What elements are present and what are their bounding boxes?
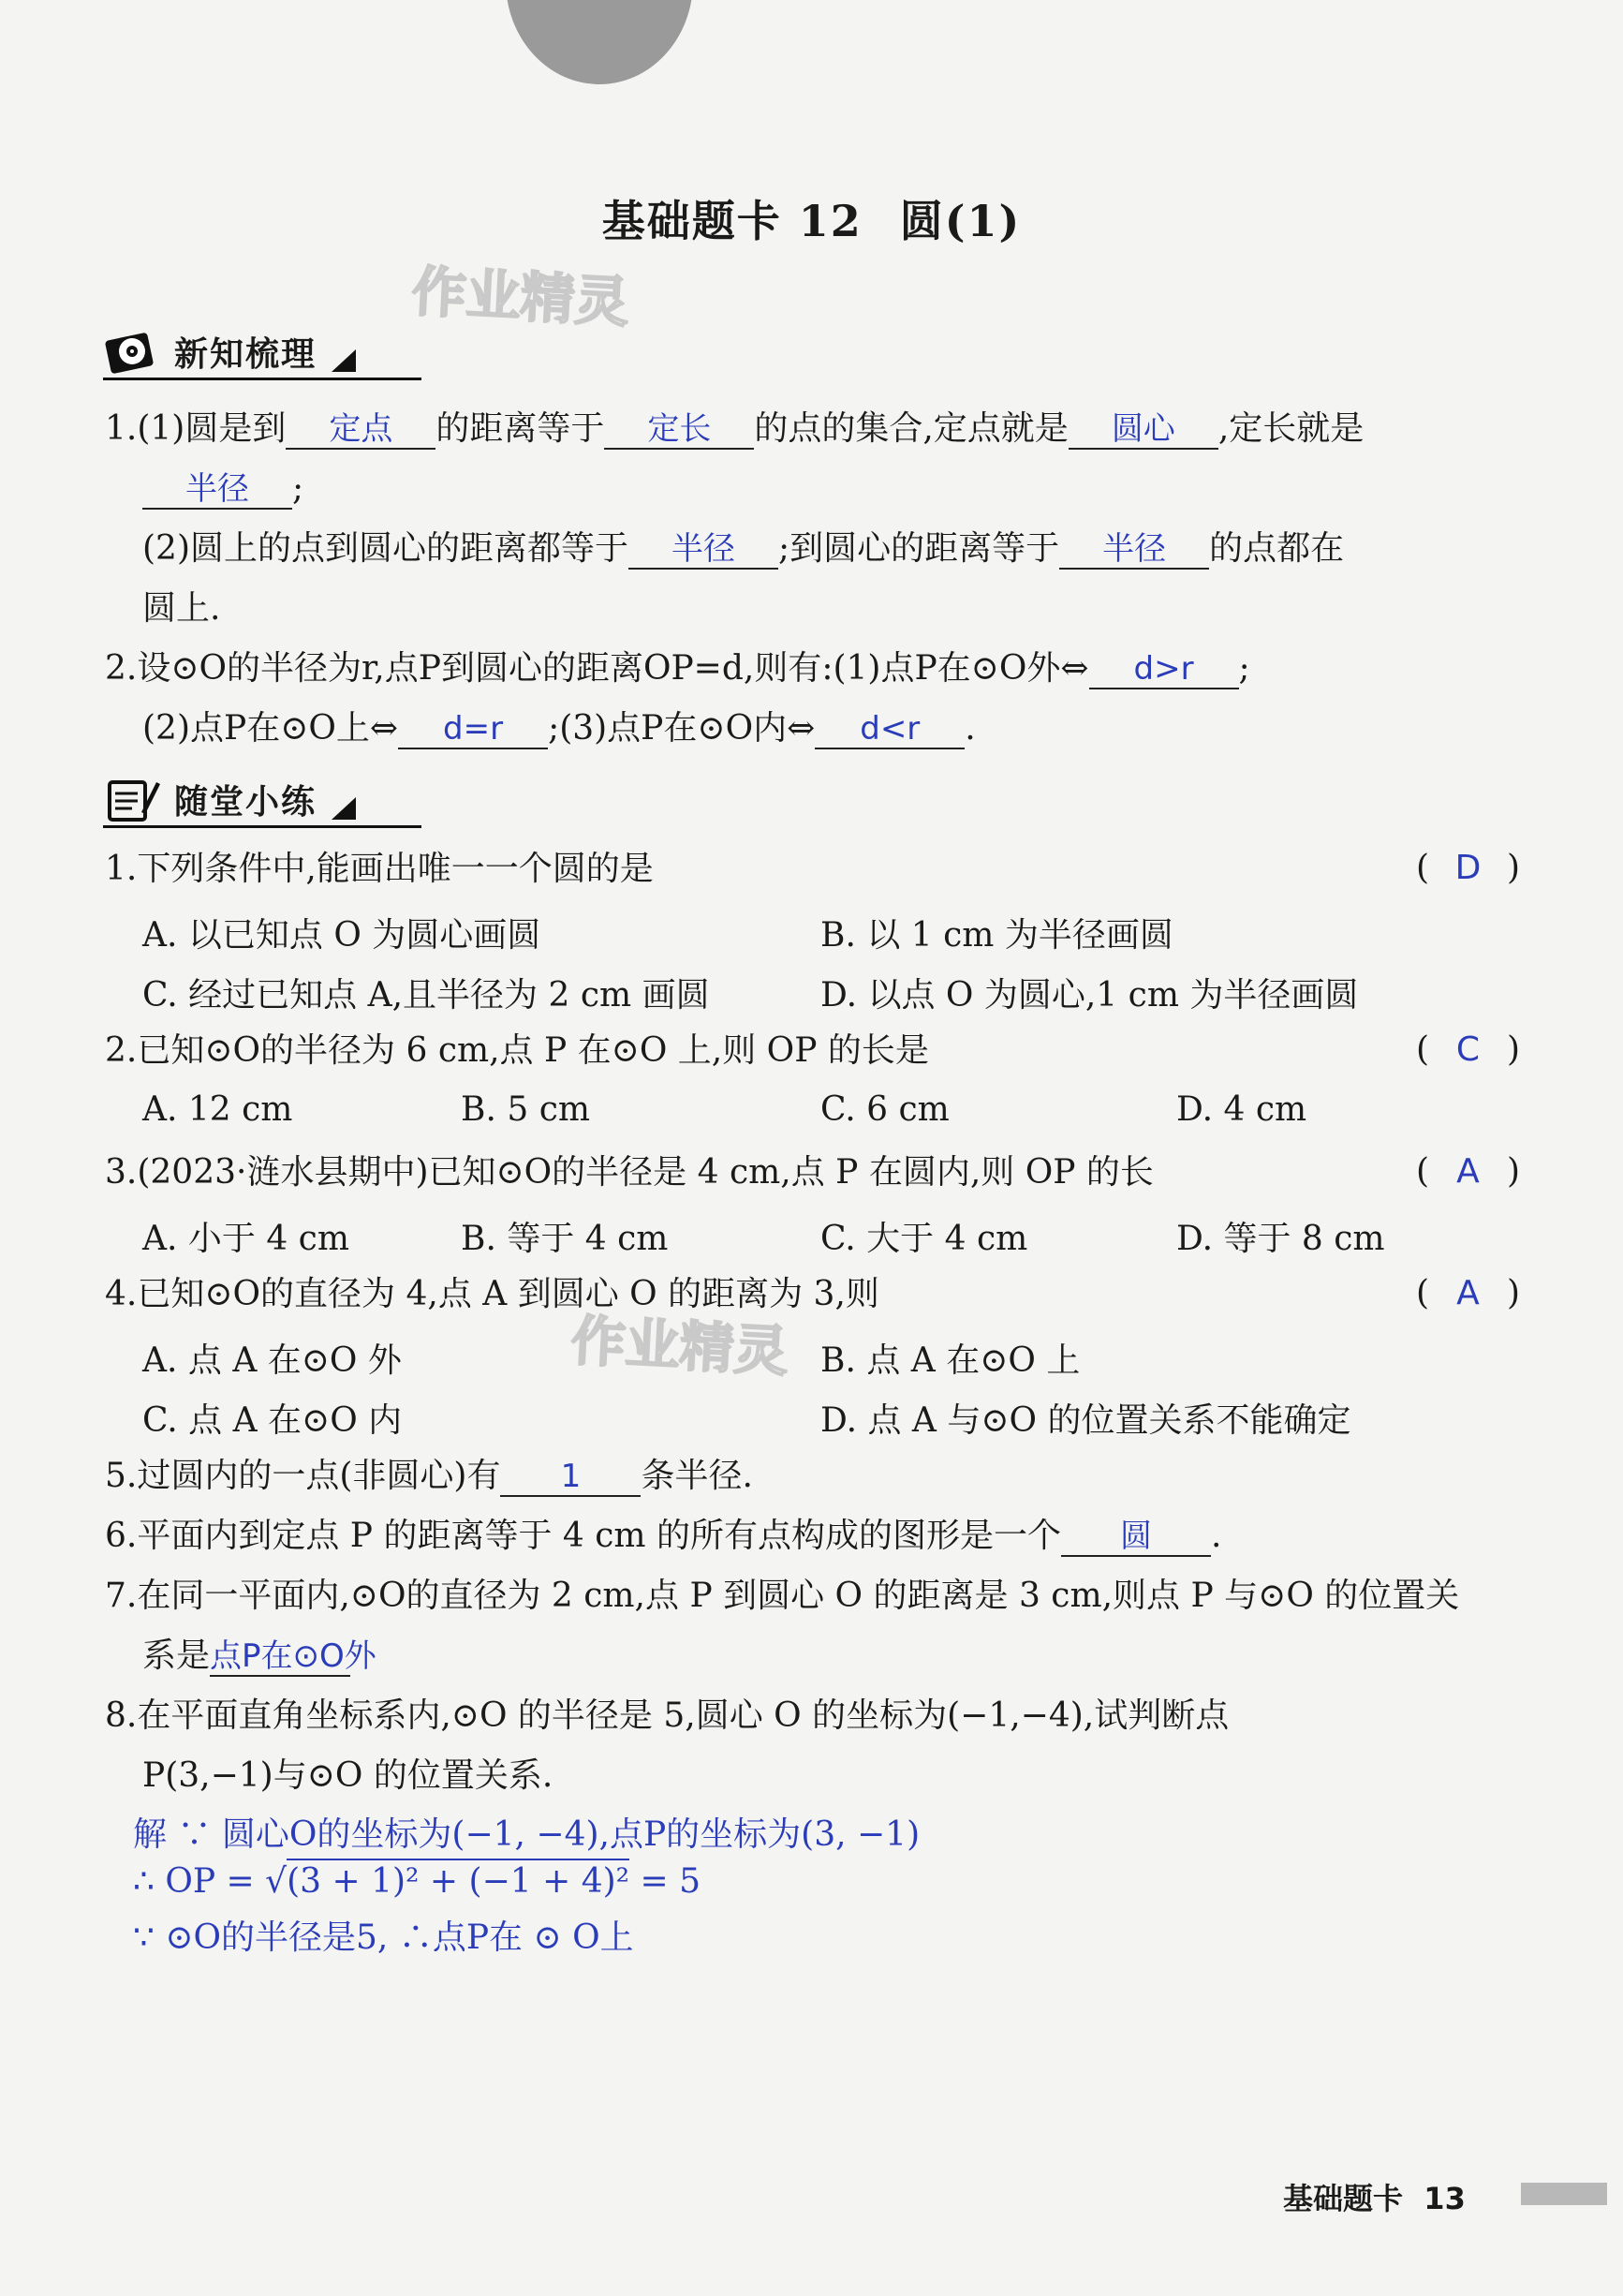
practice-q3-answer: ( A ) [1416, 1152, 1520, 1191]
answer-blank: 1 [500, 1458, 641, 1497]
answer-blank: 半径 [1059, 530, 1209, 570]
page-footer: 基础题卡 13 [1283, 2181, 1466, 2216]
section-header-knowledge [103, 318, 356, 384]
practice-q4-stem: 4.已知⊙O的直径为 4,点 A 到圆心 O 的距离为 3,则 [105, 1275, 879, 1313]
answer-blank: 定长 [604, 410, 754, 450]
practice-q3-stem: 3.(2023·涟水县期中)已知⊙O的半径是 4 cm,点 P 在圆内,则 OP 的长 [105, 1153, 1154, 1192]
section-underline [103, 378, 421, 380]
section-header-practice [103, 766, 356, 832]
practice-q5: 5.过圆内的一点(非圆心)有 1 条半径. [105, 1457, 753, 1495]
page-number: 13 [1424, 2181, 1466, 2216]
knowledge-q2: 2.设⊙O的半径为r,点P到圆心的距离OP=d,则有:(1)点P在⊙O外⇔ d>r ; [105, 649, 1250, 688]
practice-q1-option-b: B. 以 1 cm 为半径画圆 [820, 916, 1173, 955]
practice-q2-option-d: D. 4 cm [1176, 1090, 1307, 1129]
answer-blank: 点P在⊙O外 [210, 1637, 376, 1675]
practice-q1-stem: 1.下列条件中,能画出唯一一个圆的是 [105, 850, 654, 888]
knowledge-q1: 1.(1)圆是到 定点 的距离等于 定长 的点的集合,定点就是 圆心 ,定长就是 [105, 409, 1365, 448]
practice-q4-answer: ( A ) [1416, 1274, 1520, 1312]
practice-q2-option-a: A. 12 cm [142, 1090, 293, 1129]
practice-q4-option-b: B. 点 A 在⊙O 上 [820, 1341, 1081, 1380]
answer-blank: 半径 [142, 470, 292, 510]
footer-bar-decoration [1521, 2183, 1607, 2205]
practice-q2-stem: 2.已知⊙O的半径为 6 cm,点 P 在⊙O 上,则 OP 的长是 [105, 1031, 929, 1070]
disc-icon [103, 325, 161, 378]
solution-line1: 解 ∵ 圆心O的坐标为(−1, −4),点P的坐标为(3, −1) [133, 1815, 921, 1854]
knowledge-q2-cont: (2)点P在⊙O上⇔ d=r ;(3)点P在⊙O内⇔ d<r . [142, 709, 976, 748]
answer-blank: 圆心 [1069, 410, 1218, 450]
practice-q7-line1: 7.在同一平面内,⊙O的直径为 2 cm,点 P 到圆心 O 的距离是 3 cm,则点 P 与⊙O 的位置关 [105, 1577, 1460, 1615]
answer-blank: d<r [815, 710, 965, 749]
practice-q4-option-c: C. 点 A 在⊙O 内 [142, 1401, 403, 1440]
knowledge-q1-cont: 半径 ; [142, 468, 303, 510]
practice-q1-option-c: C. 经过已知点 A,且半径为 2 cm 画圆 [142, 976, 710, 1015]
answer-blank: 半径 [628, 530, 778, 570]
practice-q1-option-a: A. 以已知点 O 为圆心画圆 [142, 916, 541, 955]
practice-q1-option-d: D. 以点 O 为圆心,1 cm 为半径画圆 [820, 976, 1359, 1015]
answer-blank: 圆 [1061, 1518, 1211, 1557]
practice-q2-option-b: B. 5 cm [461, 1090, 590, 1129]
knowledge-q1b: (2)圆上的点到圆心的距离都等于 半径 ;到圆心的距离等于 半径 的点都在 [142, 529, 1345, 568]
watermark: 作业精灵 [569, 1308, 790, 1385]
section-title: 新知梳理 [174, 334, 317, 374]
practice-q2-answer: ( C ) [1416, 1030, 1520, 1069]
practice-q3-option-d: D. 等于 8 cm [1176, 1220, 1385, 1258]
watermark: 作业精灵 [410, 259, 631, 335]
practice-q3-option-b: B. 等于 4 cm [461, 1220, 669, 1258]
practice-q4-option-d: D. 点 A 与⊙O 的位置关系不能确定 [820, 1401, 1351, 1440]
answer-blank: d=r [398, 710, 548, 749]
solution-line2: ∴ OP = √(3 + 1)² + (−1 + 4)² = 5 [133, 1859, 701, 1901]
corner-triangle [332, 349, 356, 372]
top-tab-decoration [506, 0, 693, 84]
practice-q8-line1: 8.在平面直角坐标系内,⊙O 的半径是 5,圆心 O 的坐标为(−1,−4),试判断点 [105, 1696, 1230, 1735]
practice-q4-option-a: A. 点 A 在⊙O 外 [142, 1341, 402, 1380]
solution-line3: ∵ ⊙O的半径是5, ∴点P在 ⊙ O上 [133, 1918, 634, 1957]
notebook-pen-icon [103, 773, 161, 825]
section-underline [103, 825, 421, 828]
practice-q3-option-c: C. 大于 4 cm [820, 1220, 1028, 1258]
answer-blank: d>r [1089, 650, 1239, 689]
section-title: 随堂小练 [174, 782, 317, 822]
practice-q7-line2: 系是点P在⊙O外 [142, 1637, 376, 1675]
practice-q1-answer: ( D ) [1416, 849, 1520, 887]
corner-triangle [332, 797, 356, 820]
knowledge-q1b-cont: 圆上. [142, 589, 221, 628]
practice-q8-line2: P(3,−1)与⊙O 的位置关系. [142, 1756, 553, 1795]
practice-q3-option-a: A. 小于 4 cm [142, 1220, 349, 1258]
practice-q6: 6.平面内到定点 P 的距离等于 4 cm 的所有点构成的图形是一个 圆 . [105, 1517, 1222, 1555]
page-title: 基础题卡 12 圆(1) [601, 196, 1022, 246]
practice-q2-option-c: C. 6 cm [820, 1090, 950, 1129]
answer-blank: 定点 [286, 410, 435, 450]
